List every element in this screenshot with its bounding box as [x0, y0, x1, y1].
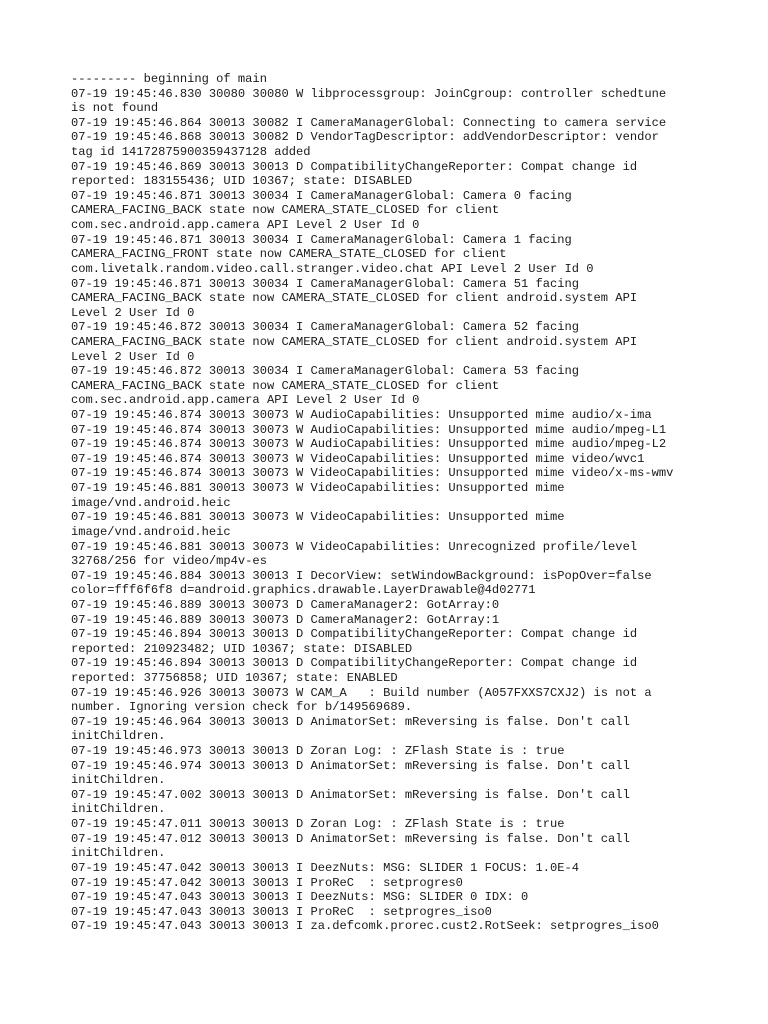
- log-line: 07-19 19:45:46.894 30013 30013 D CompatibilityChangeReporter: Compat change id: [71, 627, 638, 642]
- log-line: reported: 37756858; UID 10367; state: ENABLED: [71, 670, 398, 685]
- log-line: com.sec.android.app.camera API Level 2 User Id 0: [71, 218, 420, 233]
- log-line: Level 2 User Id 0: [71, 305, 195, 320]
- log-line: 07-19 19:45:47.012 30013 30013 D AnimatorSet: mReversing is false. Don't call: [71, 831, 630, 846]
- log-line: --------- beginning of main: [71, 72, 267, 86]
- log-line: 07-19 19:45:47.043 30013 30013 I DeezNuts: MSG: SLIDER 0 IDX: 0: [71, 890, 529, 905]
- log-line: 07-19 19:45:46.874 30013 30073 W AudioCapabilities: Unsupported mime audio/x-ima: [71, 408, 652, 423]
- log-line: 07-19 19:45:46.881 30013 30073 W VideoCapabilities: Unsupported mime: [71, 481, 565, 496]
- log-line: 07-19 19:45:46.874 30013 30073 W VideoCapabilities: Unsupported mime video/wvc1: [71, 451, 645, 466]
- log-line: 07-19 19:45:46.871 30013 30034 I CameraManagerGlobal: Camera 1 facing: [71, 232, 572, 247]
- log-line: 07-19 19:45:46.894 30013 30013 D CompatibilityChangeReporter: Compat change id: [71, 656, 638, 671]
- log-line: 07-19 19:45:46.871 30013 30034 I CameraManagerGlobal: Camera 51 facing: [71, 276, 580, 291]
- log-line: 32768/256 for video/mp4v-es: [71, 554, 267, 569]
- log-line: 07-19 19:45:46.889 30013 30073 D CameraManager2: GotArray:1: [71, 612, 500, 627]
- log-line: initChildren.: [71, 729, 166, 744]
- log-line: image/vnd.android.heic: [71, 495, 231, 510]
- log-line: com.sec.android.app.camera API Level 2 User Id 0: [71, 393, 420, 408]
- log-line: number. Ignoring version check for b/149569689.: [71, 700, 413, 715]
- log-line: CAMERA_FACING_BACK state now CAMERA_STATE_CLOSED for client android.system API: [71, 291, 638, 306]
- log-line: 07-19 19:45:46.872 30013 30034 I CameraManagerGlobal: Camera 53 facing: [71, 364, 580, 379]
- log-line: 07-19 19:45:47.042 30013 30013 I DeezNuts: MSG: SLIDER 1 FOCUS: 1.0E-4: [71, 860, 580, 875]
- log-line: color=fff6f6f8 d=android.graphics.drawable.LayerDrawable@4d02771: [71, 583, 536, 598]
- log-line: 07-19 19:45:47.043 30013 30013 I ProReC : setprogres_iso0: [71, 904, 492, 919]
- log-line: 07-19 19:45:47.043 30013 30013 I za.defcomk.prorec.cust2.RotSeek: setprogres_iso0: [71, 919, 659, 934]
- log-line: 07-19 19:45:47.011 30013 30013 D Zoran Log: : ZFlash State is : true: [71, 817, 565, 832]
- log-line: 07-19 19:45:46.926 30013 30073 W CAM_A : Build number (A057FXXS7CXJ2) is not a: [71, 685, 652, 700]
- log-line: is not found: [71, 101, 159, 116]
- log-line: initChildren.: [71, 846, 166, 861]
- log-line: reported: 210923482; UID 10367; state: DISABLED: [71, 641, 413, 656]
- log-line: 07-19 19:45:46.884 30013 30013 I DecorView: setWindowBackground: isPopOver=false: [71, 568, 652, 583]
- log-line: 07-19 19:45:46.869 30013 30013 D CompatibilityChangeReporter: Compat change id: [71, 159, 638, 174]
- log-line: CAMERA_FACING_BACK state now CAMERA_STATE_CLOSED for client android.system API: [71, 334, 638, 349]
- log-line: 07-19 19:45:46.868 30013 30082 D VendorTagDescriptor: addVendorDescriptor: vendor: [71, 130, 659, 145]
- log-line: 07-19 19:45:46.889 30013 30073 D CameraManager2: GotArray:0: [71, 597, 500, 612]
- log-line: 07-19 19:45:46.864 30013 30082 I CameraManagerGlobal: Connecting to camera service: [71, 115, 667, 130]
- log-line: CAMERA_FACING_FRONT state now CAMERA_STATE_CLOSED for client: [71, 247, 507, 262]
- log-line: 07-19 19:45:47.042 30013 30013 I ProReC : setprogres0: [71, 875, 463, 890]
- log-line: 07-19 19:45:46.964 30013 30013 D AnimatorSet: mReversing is false. Don't call: [71, 714, 630, 729]
- log-line: Level 2 User Id 0: [71, 349, 195, 364]
- log-line: initChildren.: [71, 773, 166, 788]
- log-line: 07-19 19:45:46.973 30013 30013 D Zoran Log: : ZFlash State is : true: [71, 744, 565, 759]
- logcat-output: [71, 72, 711, 934]
- log-line: CAMERA_FACING_BACK state now CAMERA_STATE_CLOSED for client: [71, 378, 500, 393]
- log-line: 07-19 19:45:46.830 30080 30080 W libprocessgroup: JoinCgroup: controller schedtune: [71, 86, 667, 101]
- log-line: reported: 183155436; UID 10367; state: DISABLED: [71, 174, 413, 189]
- log-line: tag id 14172875900359437128 added: [71, 145, 311, 160]
- log-line: 07-19 19:45:46.974 30013 30013 D AnimatorSet: mReversing is false. Don't call: [71, 758, 630, 773]
- log-line: 07-19 19:45:46.881 30013 30073 W VideoCapabilities: Unrecognized profile/level: [71, 539, 638, 554]
- log-line: 07-19 19:45:46.881 30013 30073 W VideoCapabilities: Unsupported mime: [71, 510, 565, 525]
- log-line: 07-19 19:45:46.874 30013 30073 W AudioCapabilities: Unsupported mime audio/mpeg-L2: [71, 437, 667, 452]
- log-line: com.livetalk.random.video.call.stranger.video.chat API Level 2 User Id 0: [71, 261, 594, 276]
- log-line: 07-19 19:45:46.874 30013 30073 W AudioCapabilities: Unsupported mime audio/mpeg-L1: [71, 422, 667, 437]
- log-line: 07-19 19:45:46.874 30013 30073 W VideoCapabilities: Unsupported mime video/x-ms-wmv: [71, 466, 674, 481]
- log-line: initChildren.: [71, 802, 166, 817]
- log-line: image/vnd.android.heic: [71, 524, 231, 539]
- log-line: 07-19 19:45:47.002 30013 30013 D AnimatorSet: mReversing is false. Don't call: [71, 787, 630, 802]
- log-line: 07-19 19:45:46.872 30013 30034 I CameraManagerGlobal: Camera 52 facing: [71, 320, 580, 335]
- log-line: 07-19 19:45:46.871 30013 30034 I CameraManagerGlobal: Camera 0 facing: [71, 188, 572, 203]
- log-line: CAMERA_FACING_BACK state now CAMERA_STATE_CLOSED for client: [71, 203, 500, 218]
